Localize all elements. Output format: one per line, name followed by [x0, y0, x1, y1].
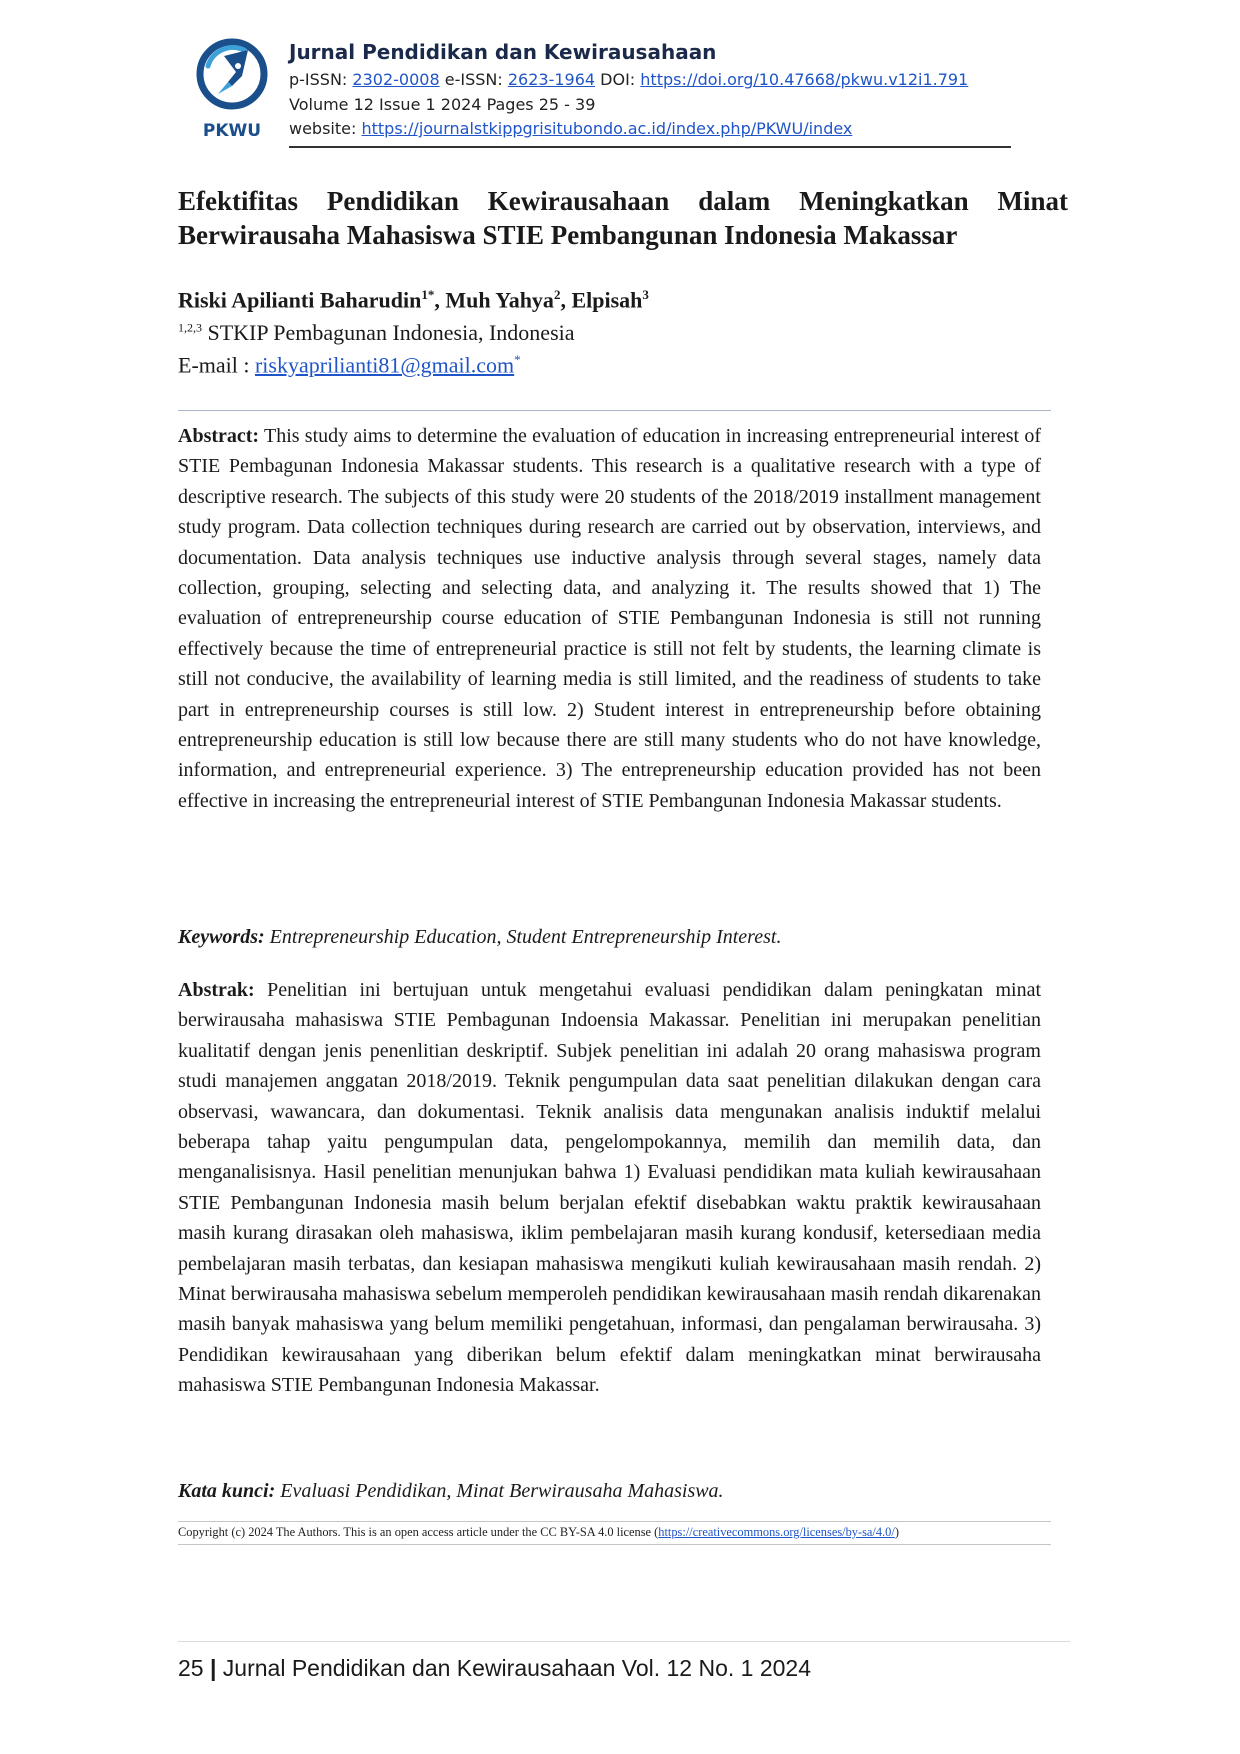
pen-nib-logo-icon	[188, 36, 276, 140]
journal-logo	[188, 36, 276, 140]
website-line	[289, 119, 852, 138]
journal-name: Jurnal Pendidikan dan Kewirausahaan	[289, 40, 717, 64]
header-divider	[289, 146, 1011, 148]
kata-kunci-text: Evaluasi Pendidikan, Minat Berwirausaha Mahasiswa.	[275, 1480, 724, 1502]
author-1: Riski Apilianti Baharudin	[178, 287, 422, 313]
eissn-label: e-ISSN:	[444, 70, 503, 89]
abstract-divider	[178, 410, 1051, 411]
author-3-sup: 3	[642, 287, 649, 302]
abstrak-text: Penelitian ini bertujuan untuk mengetahui evaluasi pendidikan dalam peningkatan minat berwirausaha mahasiswa STIE Pembagunan Indoensia Makassar. Penelitian ini merupakan penelitian kualitatif dengan jenis penenlitian deskriptif. Subjek penelitian ini adalah 20 orang mahasiswa program studi manajemen anggatan 2018/2019. Teknik pengumpulan data saat penelitian dilakukan dengan cara observasi, wawancara, dan dokumentasi. Teknik analisis data mengunakan analisis induktif melalui beberapa tahap yaitu pengumpulan data, pengelompokannya, memilih dan memilih data, dan menganalisisnya. Hasil penelitian menunjukan bahwa 1) Evaluasi pendidikan mata kuliah kewirausahaan STIE Pembangunan Indonesia masih belum berjalan efektif disebabkan waktu praktik kewirausahaan masih kurang dirasakan oleh mahasiswa, iklim pembelajaran masih kurang kondusif, ketersediaan media pembelajaran masih terbatas, dan kesiapan mahasiswa mengikuti kuliah kewirausahaan masih rendah. 2) Minat berwirausaha mahasiswa sebelum memperoleh pendidikan kewirausahaan masih rendah dikarenakan masih banyak mahasiswa yang belum memiliki pengetahuan, informasi, dan pengalaman berwirausaha. 3) Pendidikan kewirausahaan yang diberikan belum efektif dalam meningkatkan minat berwirausaha mahasiswa STIE Pembangunan Indonesia Makassar.	[178, 979, 1041, 1397]
volume-line: Volume 12 Issue 1 2024 Pages 25 - 39	[289, 95, 596, 114]
keywords-label: Keywords:	[178, 926, 265, 948]
footer-divider	[178, 1641, 1070, 1642]
keywords-english	[178, 926, 781, 949]
title-line-2: Berwirausaha Mahasiswa STIE Pembangunan Indonesia Makassar	[178, 220, 958, 250]
affiliation-sup: 1,2,3	[178, 320, 202, 335]
kata-kunci-label: Kata kunci:	[178, 1480, 276, 1502]
website-label: website:	[289, 119, 357, 138]
keywords-text: Entrepreneurship Education, Student Entrepreneurship Interest.	[264, 926, 782, 948]
affiliation-text: STKIP Pembagunan Indonesia, Indonesia	[202, 320, 575, 345]
license-link[interactable]: https://creativecommons.org/licenses/by-sa/4.0/	[658, 1525, 895, 1539]
logo-text: PKWU	[202, 121, 262, 140]
page-footer	[178, 1655, 811, 1682]
footer-separator: |	[209, 1655, 217, 1681]
abstract-label: Abstract:	[178, 425, 260, 447]
copyright-notice	[178, 1525, 899, 1540]
author-separator: ,	[560, 287, 572, 313]
copyright-text: Copyright (c) 2024 The Authors. This is an open access article under the CC BY-SA 4.0 license (	[178, 1525, 659, 1539]
issn-doi-line	[289, 70, 968, 89]
pissn-label: p-ISSN:	[289, 70, 348, 89]
author-2-sup: 2	[553, 287, 561, 302]
abstract-indonesian	[178, 975, 1041, 1401]
article-title	[178, 184, 1068, 252]
copyright-divider-top	[178, 1521, 1051, 1522]
author-3: Elpisah	[571, 287, 643, 313]
doi-link[interactable]: https://doi.org/10.47668/pkwu.v12i1.791	[640, 70, 969, 89]
affiliation	[178, 320, 575, 346]
copyright-divider-bottom	[178, 1544, 1051, 1545]
email-link[interactable]: riskyaprilianti81@gmail.com	[254, 352, 515, 378]
author-separator: ,	[434, 287, 446, 313]
footer-journal: Jurnal Pendidikan dan Kewirausahaan Vol. 12 No. 1 2024	[216, 1655, 812, 1681]
doi-label: DOI:	[600, 70, 636, 89]
website-link[interactable]: https://journalstkippgrisitubondo.ac.id/index.php/PKWU/index	[361, 119, 853, 138]
eissn-link[interactable]: 2623-1964	[507, 70, 596, 89]
author-2: Muh Yahya	[445, 287, 554, 313]
pissn-link[interactable]: 2302-0008	[352, 70, 440, 89]
copyright-close: )	[894, 1525, 899, 1539]
keywords-indonesian	[178, 1480, 724, 1503]
author-list	[178, 287, 649, 313]
email-label: E-mail :	[178, 352, 255, 378]
author-1-sup: 1*	[421, 287, 435, 302]
email-line	[178, 352, 521, 378]
abstract-text: This study aims to determine the evaluation of education in increasing entrepreneurial interest of STIE Pembagunan Indonesia Makassar students. This research is a qualitative research with a type of descriptive research. The subjects of this study were 20 students of the 2018/2019 installment management study program. Data collection techniques during research are carried out by observation, interviews, and documentation. Data analysis techniques use inductive analysis through several stages, namely data collection, grouping, selecting and selecting data, and analyzing it. The results showed that 1) The evaluation of entrepreneurship course education of STIE Pembangunan Indonesia is still not running effectively because the time of entrepreneurial practice is still not felt by students, the learning climate is still not conducive, the availability of learning media is still limited, and the readiness of students to take part in entrepreneurship courses is still low. 2) Student interest in entrepreneurship before obtaining entrepreneurship education is still low because there are still many students who do not have knowledge, information, and entrepreneurial experience. 3) The entrepreneurship education provided has not been effective in increasing the entrepreneurial interest of STIE Pembangunan Indonesia Makassar students.	[178, 425, 1041, 812]
page-number: 25	[178, 1655, 210, 1681]
title-line-1: Efektifitas Pendidikan Kewirausahaan dalam Meningkatkan Minat	[178, 186, 1068, 216]
abstrak-label: Abstrak:	[178, 979, 255, 1001]
email-sup: *	[514, 352, 521, 367]
abstract-english	[178, 421, 1041, 816]
